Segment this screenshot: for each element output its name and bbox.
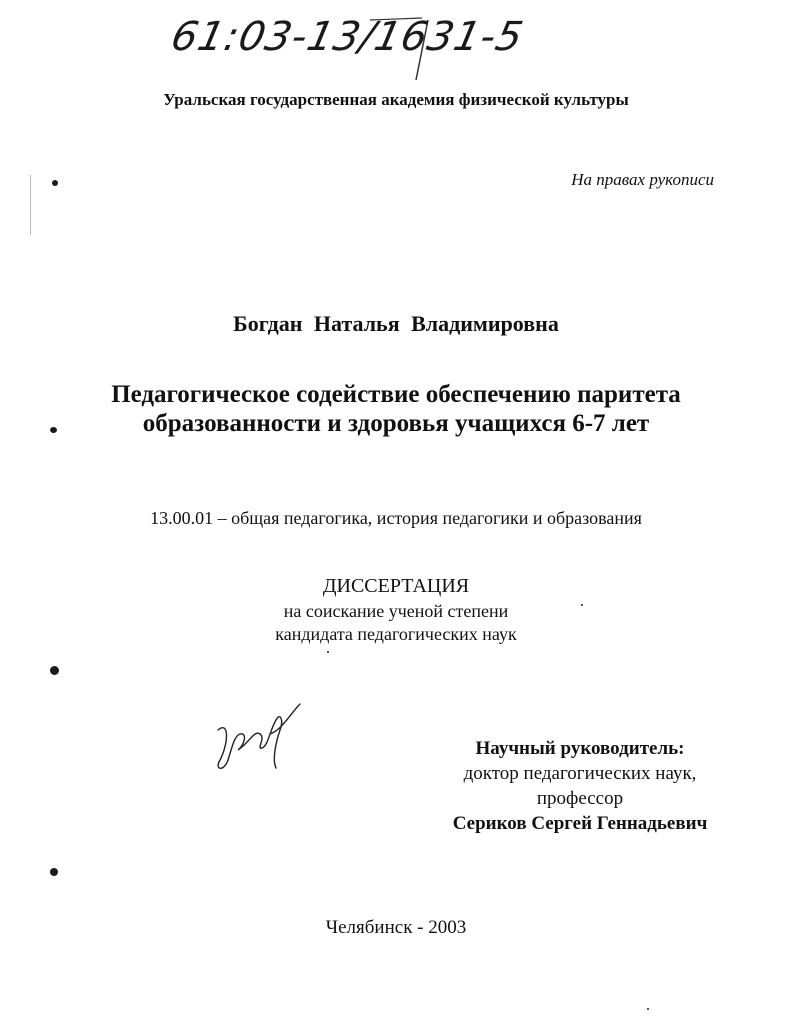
degree-line-1: на соискание ученой степени	[283, 601, 509, 621]
title-line-2: образованности и здоровья учащихся 6-7 лет	[142, 410, 650, 437]
catalog-code: 61:03-13/1631-5	[167, 14, 528, 60]
specialty-code: 13.00.01 – общая педагогика, история педагогики и образования	[150, 508, 642, 528]
manuscript-note: На правах рукописи	[571, 170, 714, 189]
dissertation-title	[0, 380, 792, 438]
title-line-1: Педагогическое содействие обеспечению паритета	[111, 381, 681, 408]
city-year: Челябинск - 2003	[325, 917, 467, 938]
binding-mark	[50, 427, 57, 433]
binding-mark	[50, 666, 59, 675]
binding-mark	[50, 868, 58, 876]
scan-speck	[327, 651, 329, 653]
supervisor-block	[440, 736, 720, 836]
signature	[210, 690, 310, 780]
institution-name: Уральская государственная академия физической культуры	[163, 90, 629, 109]
scan-speck	[647, 1008, 649, 1010]
supervisor-name: Сериков Сергей Геннадьевич	[452, 813, 708, 834]
author-name: Богдан Наталья Владимировна	[233, 311, 559, 336]
supervisor-label: Научный руководитель:	[475, 738, 685, 759]
degree-sought	[0, 600, 792, 646]
degree-line-2: кандидата педагогических наук	[275, 624, 517, 644]
binding-mark	[52, 180, 58, 186]
work-type: ДИССЕРТАЦИЯ	[322, 575, 470, 597]
supervisor-degree: доктор педагогических наук,	[463, 763, 697, 784]
signature-stroke	[218, 704, 300, 768]
scan-speck	[581, 604, 583, 606]
scan-edge	[30, 175, 31, 235]
supervisor-rank: профессор	[536, 788, 624, 809]
